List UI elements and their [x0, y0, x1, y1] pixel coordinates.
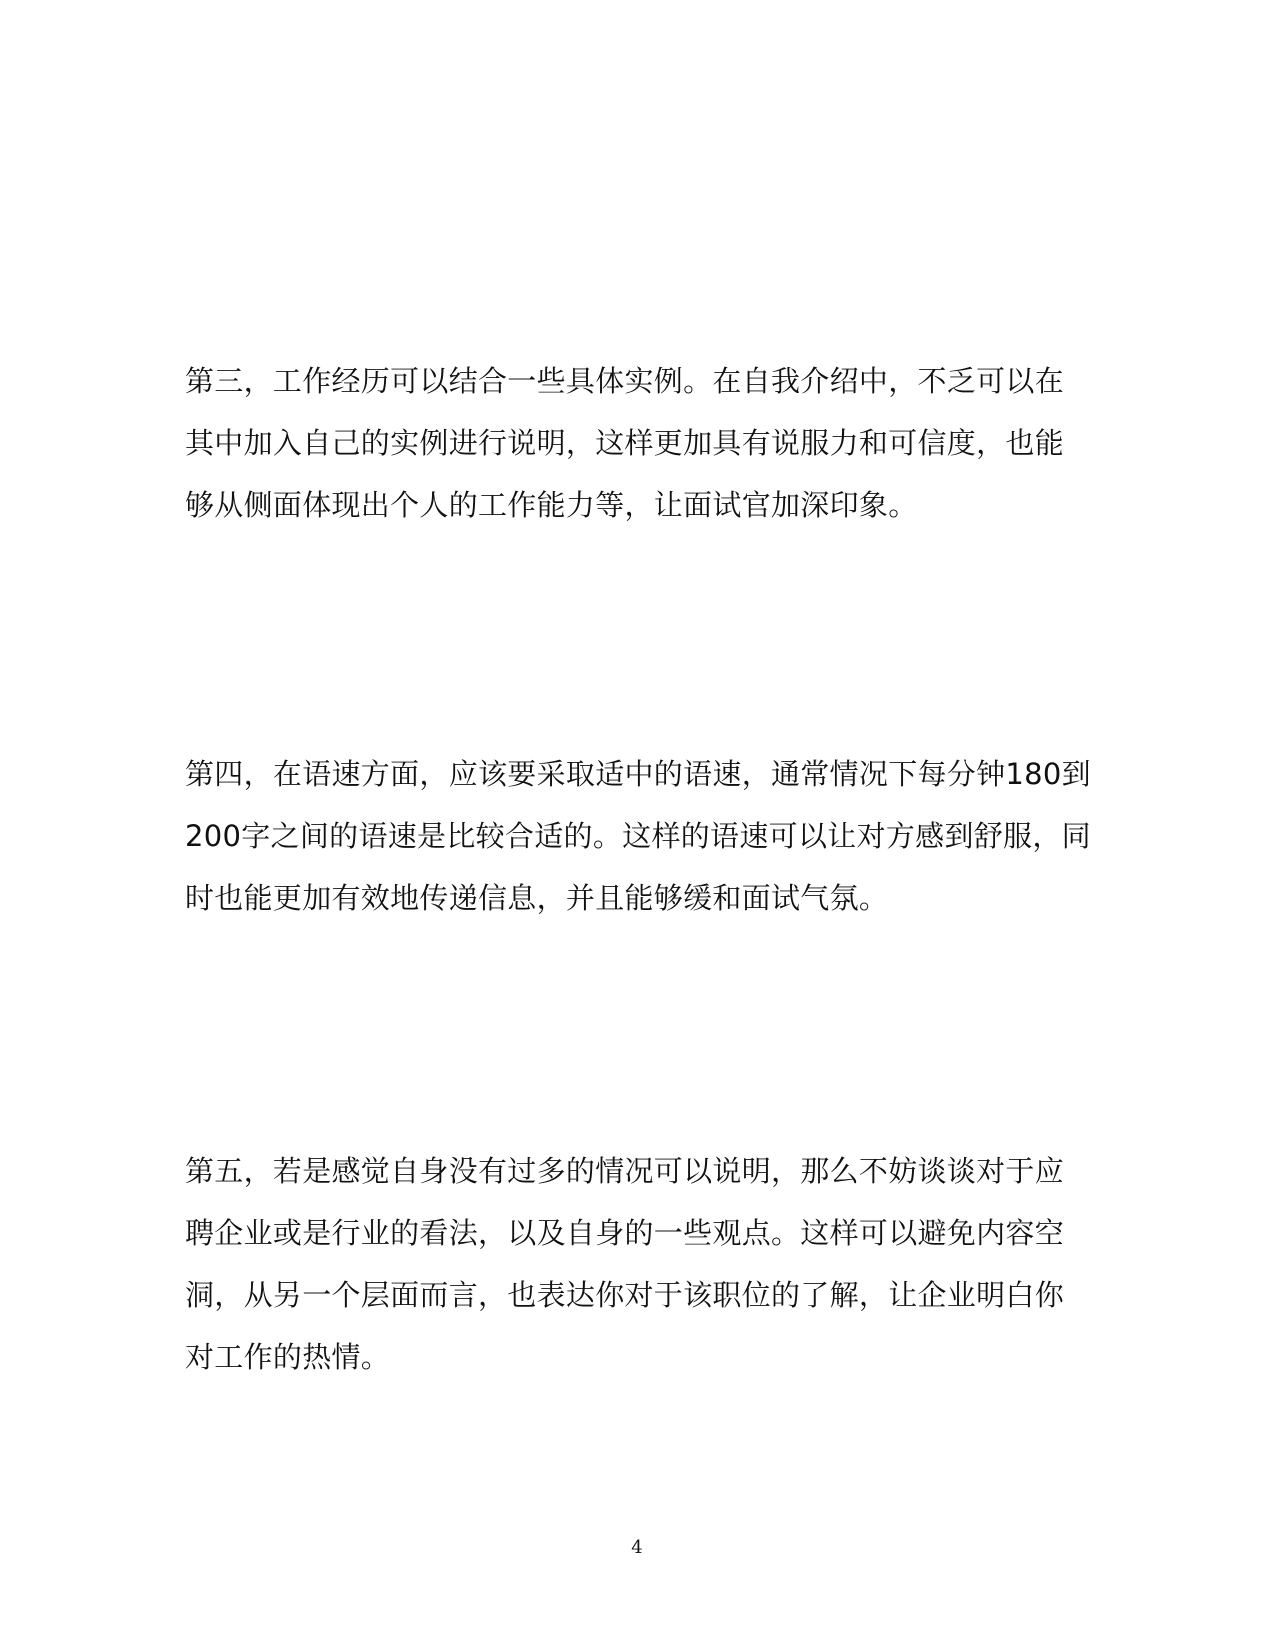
page-number: 4: [631, 1537, 643, 1558]
paragraph-line: 其中加入自己的实例进行说明，这样更加具有说服力和可信度，也能: [185, 426, 1065, 460]
paragraph-line: 第四，在语速方面，应该要采取适中的语速，通常情况下每分钟180到: [185, 757, 1091, 791]
paragraph-third-point: [185, 350, 1085, 536]
paragraph-line: 对工作的热情。: [185, 1340, 391, 1374]
paragraph-line: 时也能更加有效地传递信息，并且能够缓和面试气氛。: [185, 881, 889, 915]
paragraph-line: 200字之间的语速是比较合适的。这样的语速可以让对方感到舒服，同: [185, 819, 1091, 853]
paragraph-line: 聘企业或是行业的看法，以及自身的一些观点。这样可以避免内容空: [185, 1216, 1065, 1250]
paragraph-line: 第五，若是感觉自身没有过多的情况可以说明，那么不妨谈谈对于应: [185, 1154, 1065, 1188]
paragraph-line: 洞，从另一个层面而言，也表达你对于该职位的了解，让企业明白你: [185, 1278, 1065, 1312]
paragraph-fifth-point: [185, 1140, 1085, 1388]
paragraph-line: 第三，工作经历可以结合一些具体实例。在自我介绍中，不乏可以在: [185, 364, 1065, 398]
paragraph-fourth-point: [185, 743, 1091, 929]
paragraph-line: 够从侧面体现出个人的工作能力等，让面试官加深印象。: [185, 488, 918, 522]
